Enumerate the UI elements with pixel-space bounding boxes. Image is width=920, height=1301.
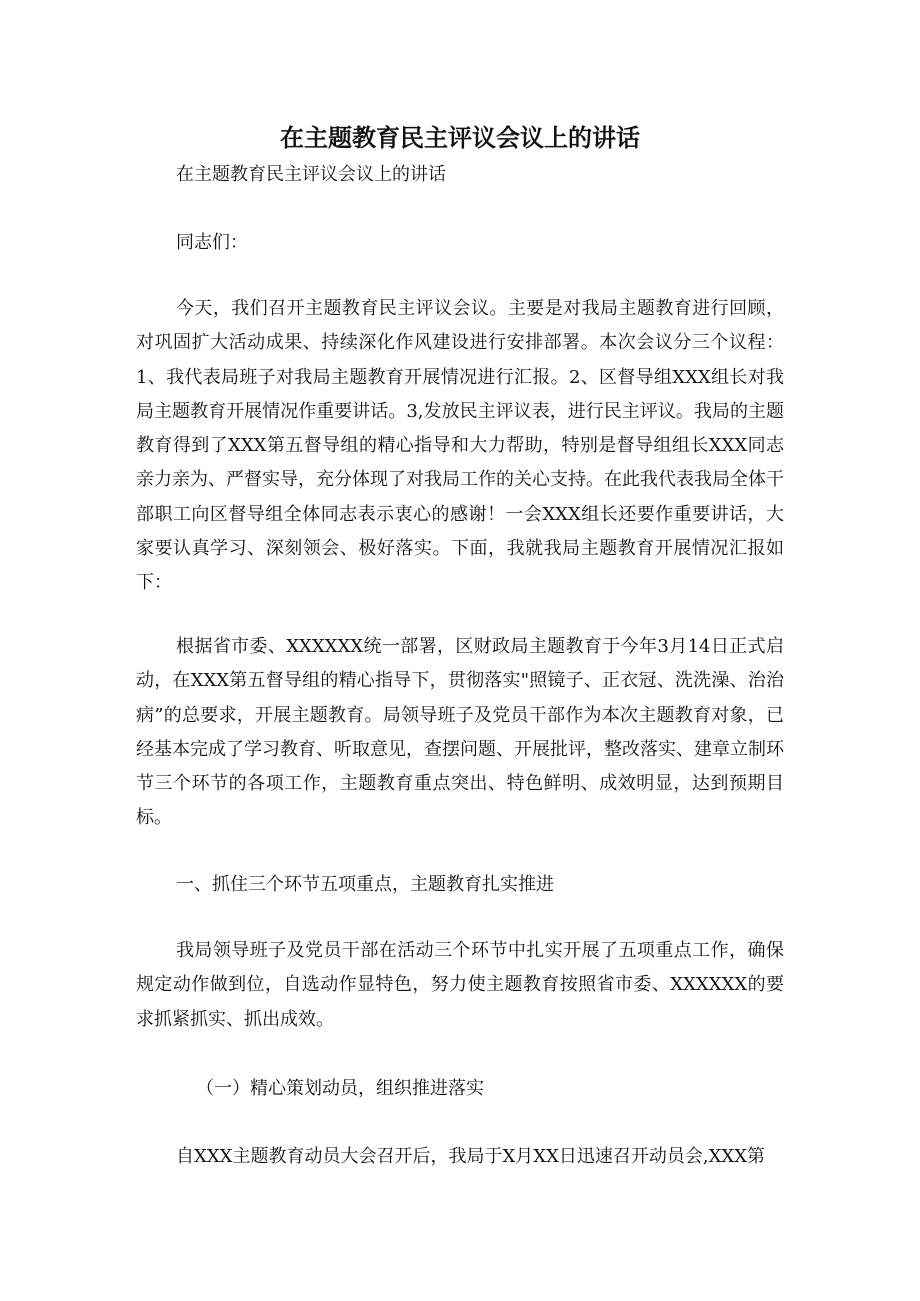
section-heading-1: 一、抓住三个环节五项重点，主题教育扎实推进	[176, 874, 554, 895]
subsection-paragraph-1: 自XXX主题教育动员大会召开后，我局于X月XX日迅速召开动员会,XXX第	[176, 1146, 766, 1167]
subsection-heading-1: （一）精心策划动员，组织推进落实	[196, 1078, 484, 1099]
document-title: 在主题教育民主评议会议上的讲话	[280, 124, 640, 152]
salutation: 同志们：	[176, 232, 248, 253]
paragraph-intro: 今天，我们召开主题教育民主评议会议。主要是对我局主题教育进行回顾，对巩固扩大活动成果、持续深化作风建设进行安排部署。本次会议分三个议程：1、我代表局班子对我局主题教育开展情况进行汇报。2、区督导组XXX组长对我局主题教育开展情况作重要讲话。3,发放民主评议表，进行民主评议。我局的主题教育得到了XXX第五督导组的精心指导和大力帮助，特别是督导组组长XXX同志亲力亲为、严督实导，充分体现了对我局工作的关心支持。在此我代表我局全体干部职工向区督导组全体同志表示衷心的感谢！一会XXX组长还要作重要讲话，大家要认真学习、深刻领会、极好落实。下面，我就我局主题教育开展情况汇报如下：	[136, 298, 784, 594]
section-paragraph-1: 我局领导班子及党员干部在活动三个环节中扎实开展了五项重点工作，确保规定动作做到位，自选动作显特色，努力使主题教育按照省市委、XXXXXX的要求抓紧抓实、抓出成效。	[136, 940, 784, 1030]
document-subtitle: 在主题教育民主评议会议上的讲话	[176, 164, 446, 185]
paragraph-background: 根据省市委、XXXXXX统一部署，区财政局主题教育于今年3月14日正式启动，在XXX第五督导组的精心指导下，贯彻落实"照镜子、正衣冠、洗洗澡、治治病”的总要求，开展主题教育。局领导班子及党员干部作为本次主题教育对象，已经基本完成了学习教育、听取意见，查摆问题、开展批评，整改落实、建章立制环节三个环节的各项工作，主题教育重点突出、特色鲜明、成效明显，达到预期目标。	[136, 636, 784, 829]
